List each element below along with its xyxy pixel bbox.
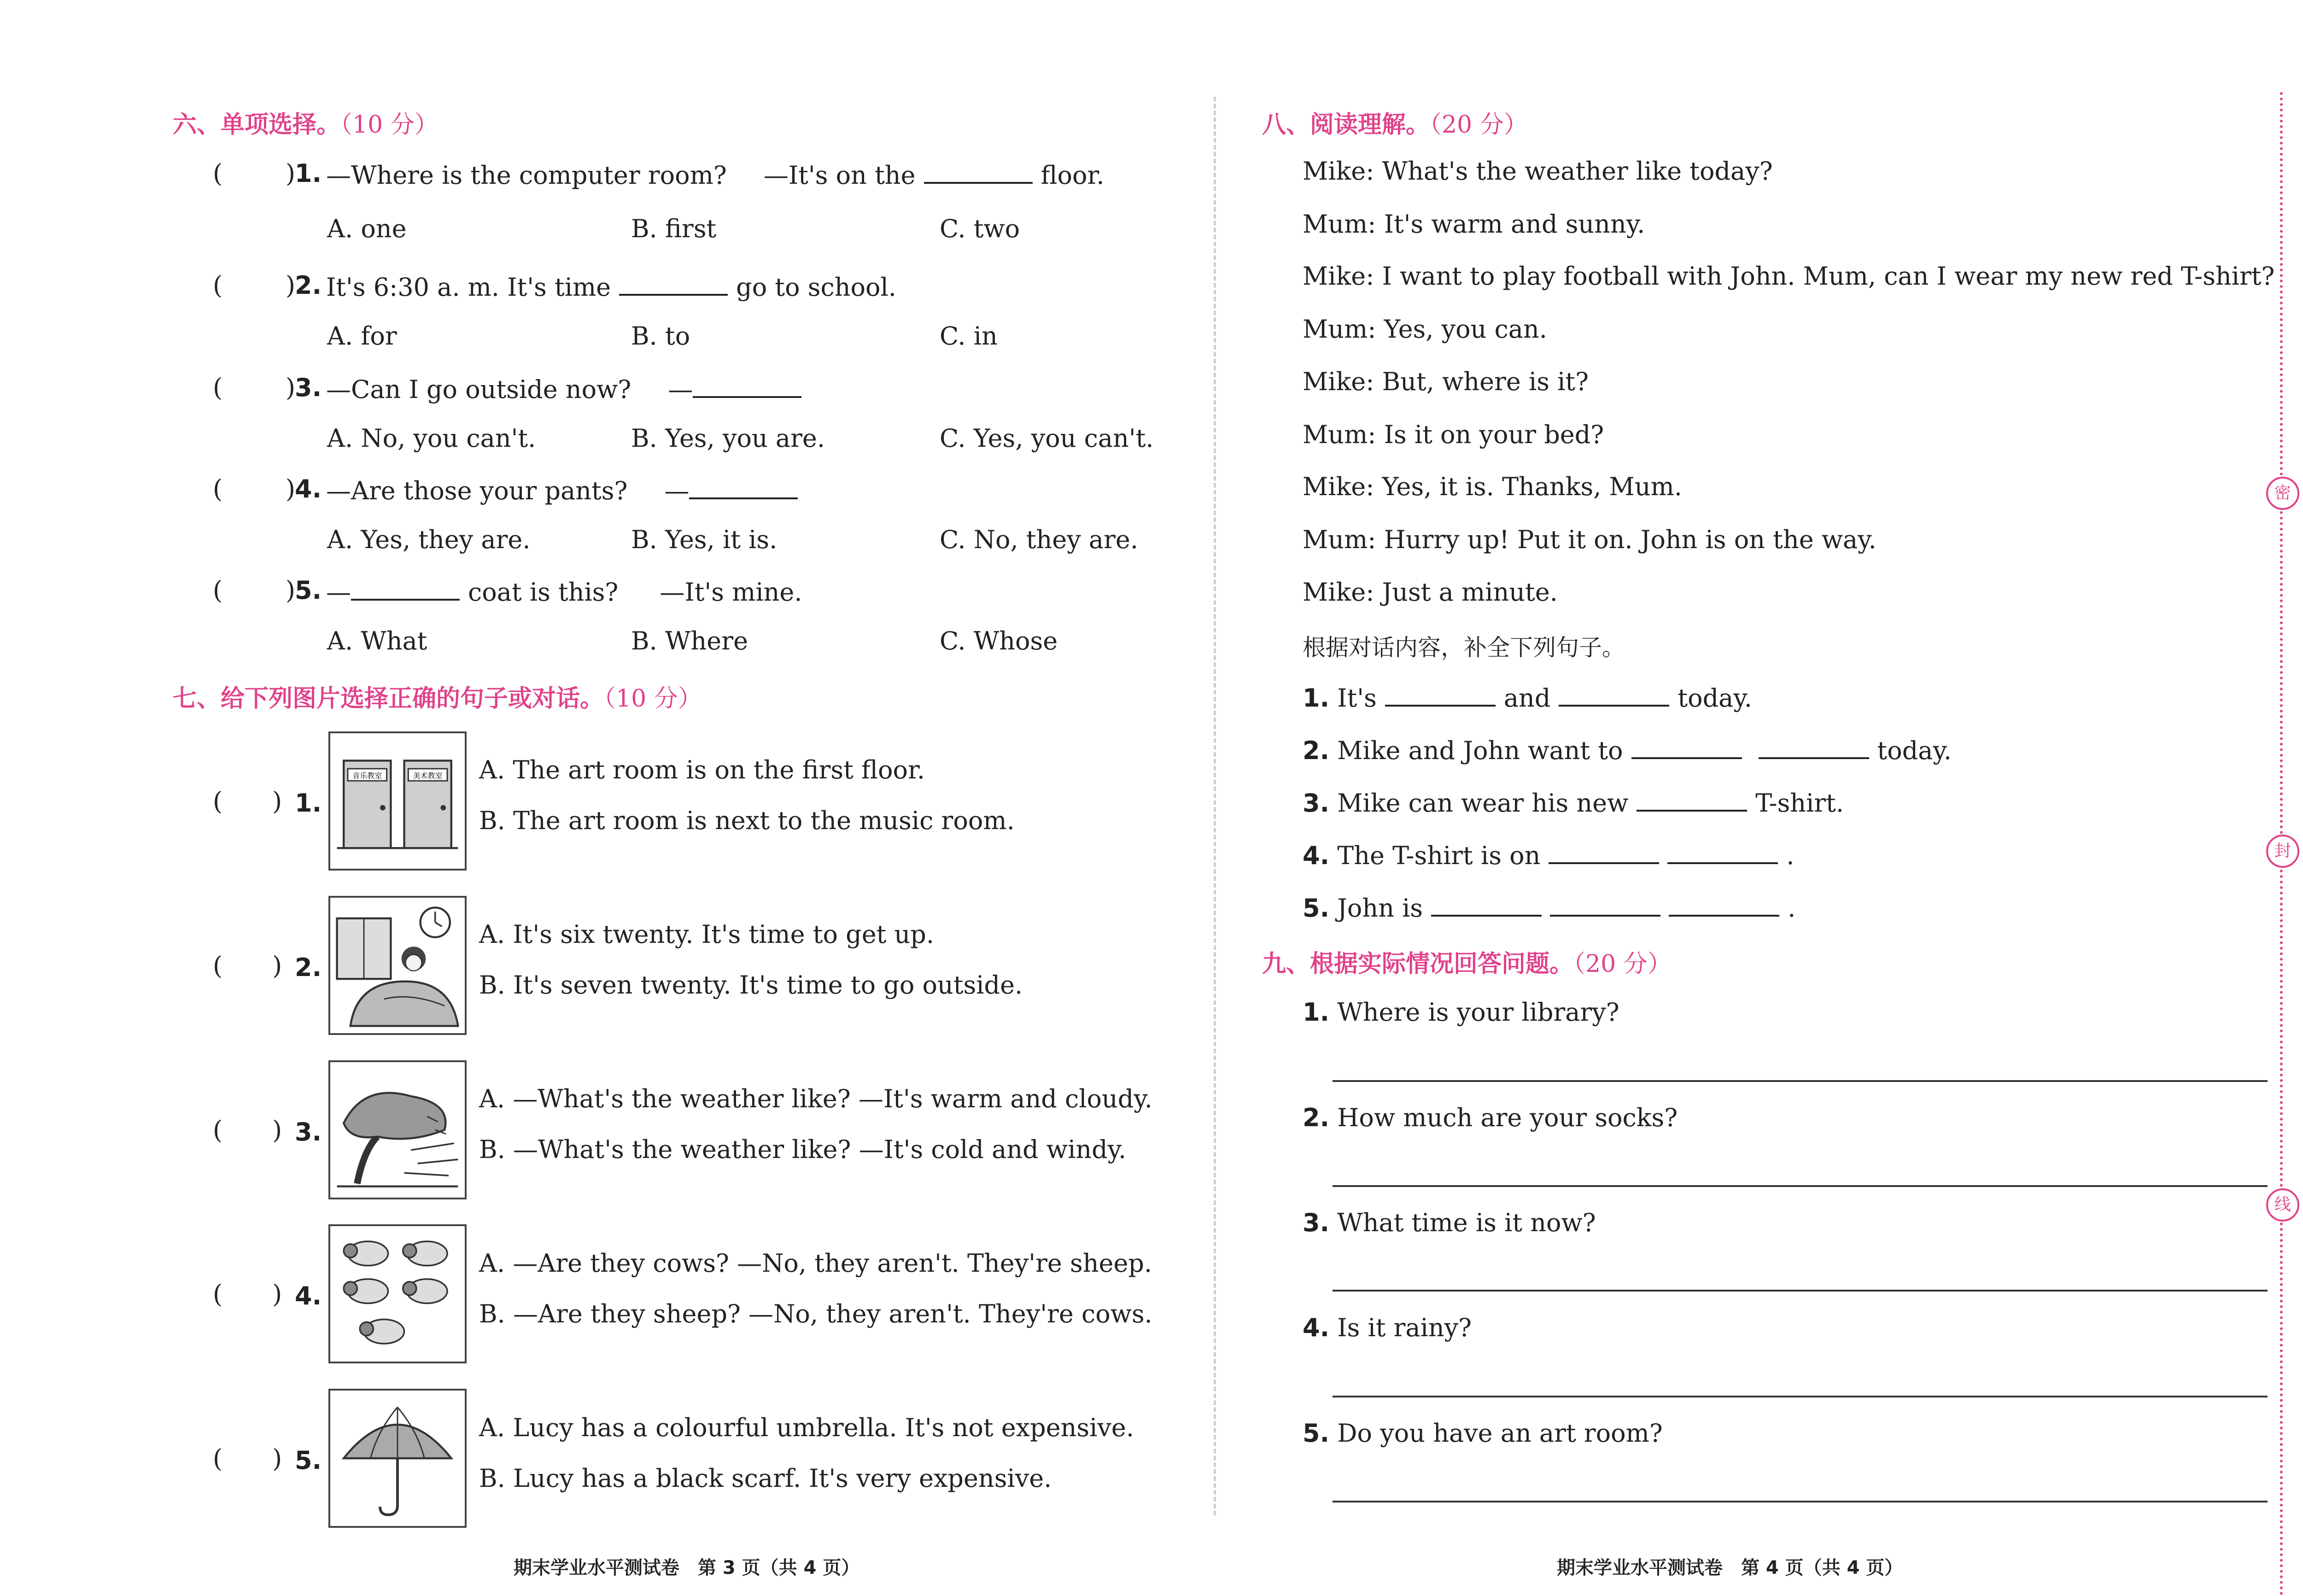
choice-b[interactable]: B. —What's the weather like? —It's cold and windy. xyxy=(479,1135,1127,1164)
fill-blank[interactable] xyxy=(1431,892,1542,917)
question-number: 3. xyxy=(295,1117,322,1146)
question-number: 3. xyxy=(295,373,322,402)
option-b[interactable]: B. Yes, you are. xyxy=(631,424,825,453)
fill-blank[interactable] xyxy=(619,271,728,296)
seal-mark-feng: 封 xyxy=(2266,835,2299,868)
answer-paren[interactable]: ( ) xyxy=(213,1280,282,1309)
question-stem: It's 6:30 a. m. It's time go to school. xyxy=(326,271,896,302)
question-number: 1. xyxy=(295,159,322,188)
question-number: 4. xyxy=(295,1281,322,1310)
dialogue-line: Mum: It's warm and sunny. xyxy=(1303,210,1645,239)
sheep-flock-picture xyxy=(328,1224,467,1363)
door-sign-music: 音乐教室 xyxy=(352,771,382,780)
answer-line[interactable] xyxy=(1333,1396,2268,1397)
question-number: 1. xyxy=(295,789,322,818)
answer-paren-close: ) xyxy=(286,271,296,300)
answer-line[interactable] xyxy=(1333,1290,2268,1292)
option-c[interactable]: C. in xyxy=(940,322,998,351)
question-text: 2. How much are your socks? xyxy=(1303,1103,1678,1132)
choice-a[interactable]: A. It's six twenty. It's time to get up. xyxy=(479,920,935,949)
dialogue-line: Mum: Is it on your bed? xyxy=(1303,420,1604,449)
page-footer: 期末学业水平测试卷 第 4 页（共 4 页） xyxy=(1557,1557,1903,1578)
question-number: 5. xyxy=(295,1446,322,1475)
two-doors-picture xyxy=(328,731,467,871)
answer-paren-close: ) xyxy=(286,159,296,188)
answer-line[interactable] xyxy=(1333,1080,2268,1082)
option-a[interactable]: A. for xyxy=(327,322,397,351)
page-footer: 期末学业水平测试卷 第 3 页（共 4 页） xyxy=(514,1557,860,1578)
dialogue-line: Mike: But, where is it? xyxy=(1303,367,1589,396)
fill-blank[interactable] xyxy=(1550,892,1660,917)
option-c[interactable]: C. No, they are. xyxy=(940,525,1139,554)
dialogue-line: Mike: What's the weather like today? xyxy=(1303,157,1773,186)
question-stem: — coat is this? —It's mine. xyxy=(326,576,802,607)
fill-blank[interactable] xyxy=(693,373,801,398)
girl-in-bed-clock-picture xyxy=(328,896,467,1035)
question-stem: —Can I go outside now? — xyxy=(326,373,810,404)
answer-line[interactable] xyxy=(1333,1501,2268,1502)
option-c[interactable]: C. Yes, you can't. xyxy=(940,424,1154,453)
choice-a[interactable]: A. Lucy has a colourful umbrella. It's not expensive. xyxy=(479,1413,1134,1442)
section-7-title: 七、给下列图片选择正确的句子或对话。（10 分） xyxy=(173,685,702,713)
fill-blank[interactable] xyxy=(1637,787,1747,812)
dialogue-line: Mum: Hurry up! Put it on. John is on the way. xyxy=(1303,525,1876,554)
fill-sentence-5: 5. John is . xyxy=(1303,892,1795,923)
section-6-title: 六、单项选择。（10 分） xyxy=(173,111,438,139)
answer-paren[interactable]: ( ) xyxy=(213,1444,282,1473)
choice-a[interactable]: A. —Are they cows? —No, they aren't. They're sheep. xyxy=(479,1249,1152,1278)
dialogue-line: Mike: Just a minute. xyxy=(1303,578,1558,607)
dialogue-line: Mike: Yes, it is. Thanks, Mum. xyxy=(1303,472,1682,501)
answer-paren[interactable]: ( ) xyxy=(213,951,282,980)
answer-paren-open[interactable]: ( xyxy=(213,271,223,300)
choice-a[interactable]: A. —What's the weather like? —It's warm and cloudy. xyxy=(479,1084,1152,1113)
answer-paren-close: ) xyxy=(286,373,296,402)
question-number: 5. xyxy=(295,576,322,605)
answer-paren-close: ) xyxy=(286,474,296,503)
answer-paren[interactable]: ( ) xyxy=(213,1116,282,1145)
question-text: 4. Is it rainy? xyxy=(1303,1313,1472,1342)
option-c[interactable]: C. Whose xyxy=(940,626,1058,655)
question-number: 2. xyxy=(295,953,322,982)
fill-blank[interactable] xyxy=(1759,734,1869,759)
fill-sentence-1: 1. It's and today. xyxy=(1303,682,1752,713)
option-b[interactable]: B. Yes, it is. xyxy=(631,525,777,554)
fill-blank[interactable] xyxy=(924,159,1033,184)
answer-paren[interactable]: ( ) xyxy=(213,787,282,816)
instruction: 根据对话内容，补全下列句子。 xyxy=(1303,634,1625,661)
windy-tree-picture xyxy=(328,1060,467,1199)
fill-blank[interactable] xyxy=(1549,839,1659,864)
option-b[interactable]: B. first xyxy=(631,214,717,243)
umbrella-picture xyxy=(328,1389,467,1528)
fill-sentence-3: 3. Mike can wear his new T-shirt. xyxy=(1303,787,1844,818)
option-b[interactable]: B. to xyxy=(631,322,690,351)
page-4 xyxy=(1216,0,2303,1596)
question-text: 5. Do you have an art room? xyxy=(1303,1419,1663,1448)
choice-b[interactable]: B. Lucy has a black scarf. It's very expensive. xyxy=(479,1464,1052,1493)
dialogue-line: Mike: I want to play football with John. Mum, can I wear my new red T-shirt? xyxy=(1303,262,2275,291)
question-text: 1. Where is your library? xyxy=(1303,998,1619,1027)
answer-paren-open[interactable]: ( xyxy=(213,474,223,503)
fill-blank[interactable] xyxy=(1669,892,1779,917)
option-a[interactable]: A. Yes, they are. xyxy=(327,525,531,554)
fill-blank[interactable] xyxy=(1559,682,1669,707)
fill-blank[interactable] xyxy=(1631,734,1742,759)
answer-paren-open[interactable]: ( xyxy=(213,576,223,605)
choice-b[interactable]: B. It's seven twenty. It's time to go outside. xyxy=(479,970,1023,1000)
fill-blank[interactable] xyxy=(1667,839,1778,864)
answer-paren-close: ) xyxy=(286,576,296,605)
option-b[interactable]: B. Where xyxy=(631,626,748,655)
dialogue-line: Mum: Yes, you can. xyxy=(1303,315,1547,344)
section-8-title: 八、阅读理解。（20 分） xyxy=(1262,111,1528,139)
question-number: 4. xyxy=(295,474,322,503)
option-a[interactable]: A. What xyxy=(327,626,427,655)
fill-blank[interactable] xyxy=(689,474,798,499)
answer-line[interactable] xyxy=(1333,1185,2268,1187)
question-stem: —Where is the computer room? —It's on the floor. xyxy=(326,159,1105,190)
question-number: 2. xyxy=(295,271,322,300)
answer-paren-open[interactable]: ( xyxy=(213,159,223,188)
question-text: 3. What time is it now? xyxy=(1303,1208,1596,1237)
fill-blank[interactable] xyxy=(351,576,460,601)
door-sign-art: 美术教室 xyxy=(413,771,443,780)
choice-a[interactable]: A. The art room is on the first floor. xyxy=(479,755,925,784)
fill-blank[interactable] xyxy=(1385,682,1496,707)
choice-b[interactable]: B. The art room is next to the music room. xyxy=(479,806,1015,835)
fill-sentence-4: 4. The T-shirt is on . xyxy=(1303,839,1794,870)
choice-b[interactable]: B. —Are they sheep? —No, they aren't. They're cows. xyxy=(479,1299,1152,1328)
option-a[interactable]: A. No, you can't. xyxy=(327,424,536,453)
section-9-title: 九、根据实际情况回答问题。（20 分） xyxy=(1262,950,1672,978)
answer-paren-open[interactable]: ( xyxy=(213,373,223,402)
seal-mark-xian: 线 xyxy=(2266,1188,2299,1222)
question-stem: —Are those your pants? — xyxy=(326,474,806,505)
fill-sentence-2: 2. Mike and John want to today. xyxy=(1303,734,1952,765)
option-a[interactable]: A. one xyxy=(327,214,407,243)
seal-mark-mi: 密 xyxy=(2266,477,2299,510)
option-c[interactable]: C. two xyxy=(940,214,1020,243)
